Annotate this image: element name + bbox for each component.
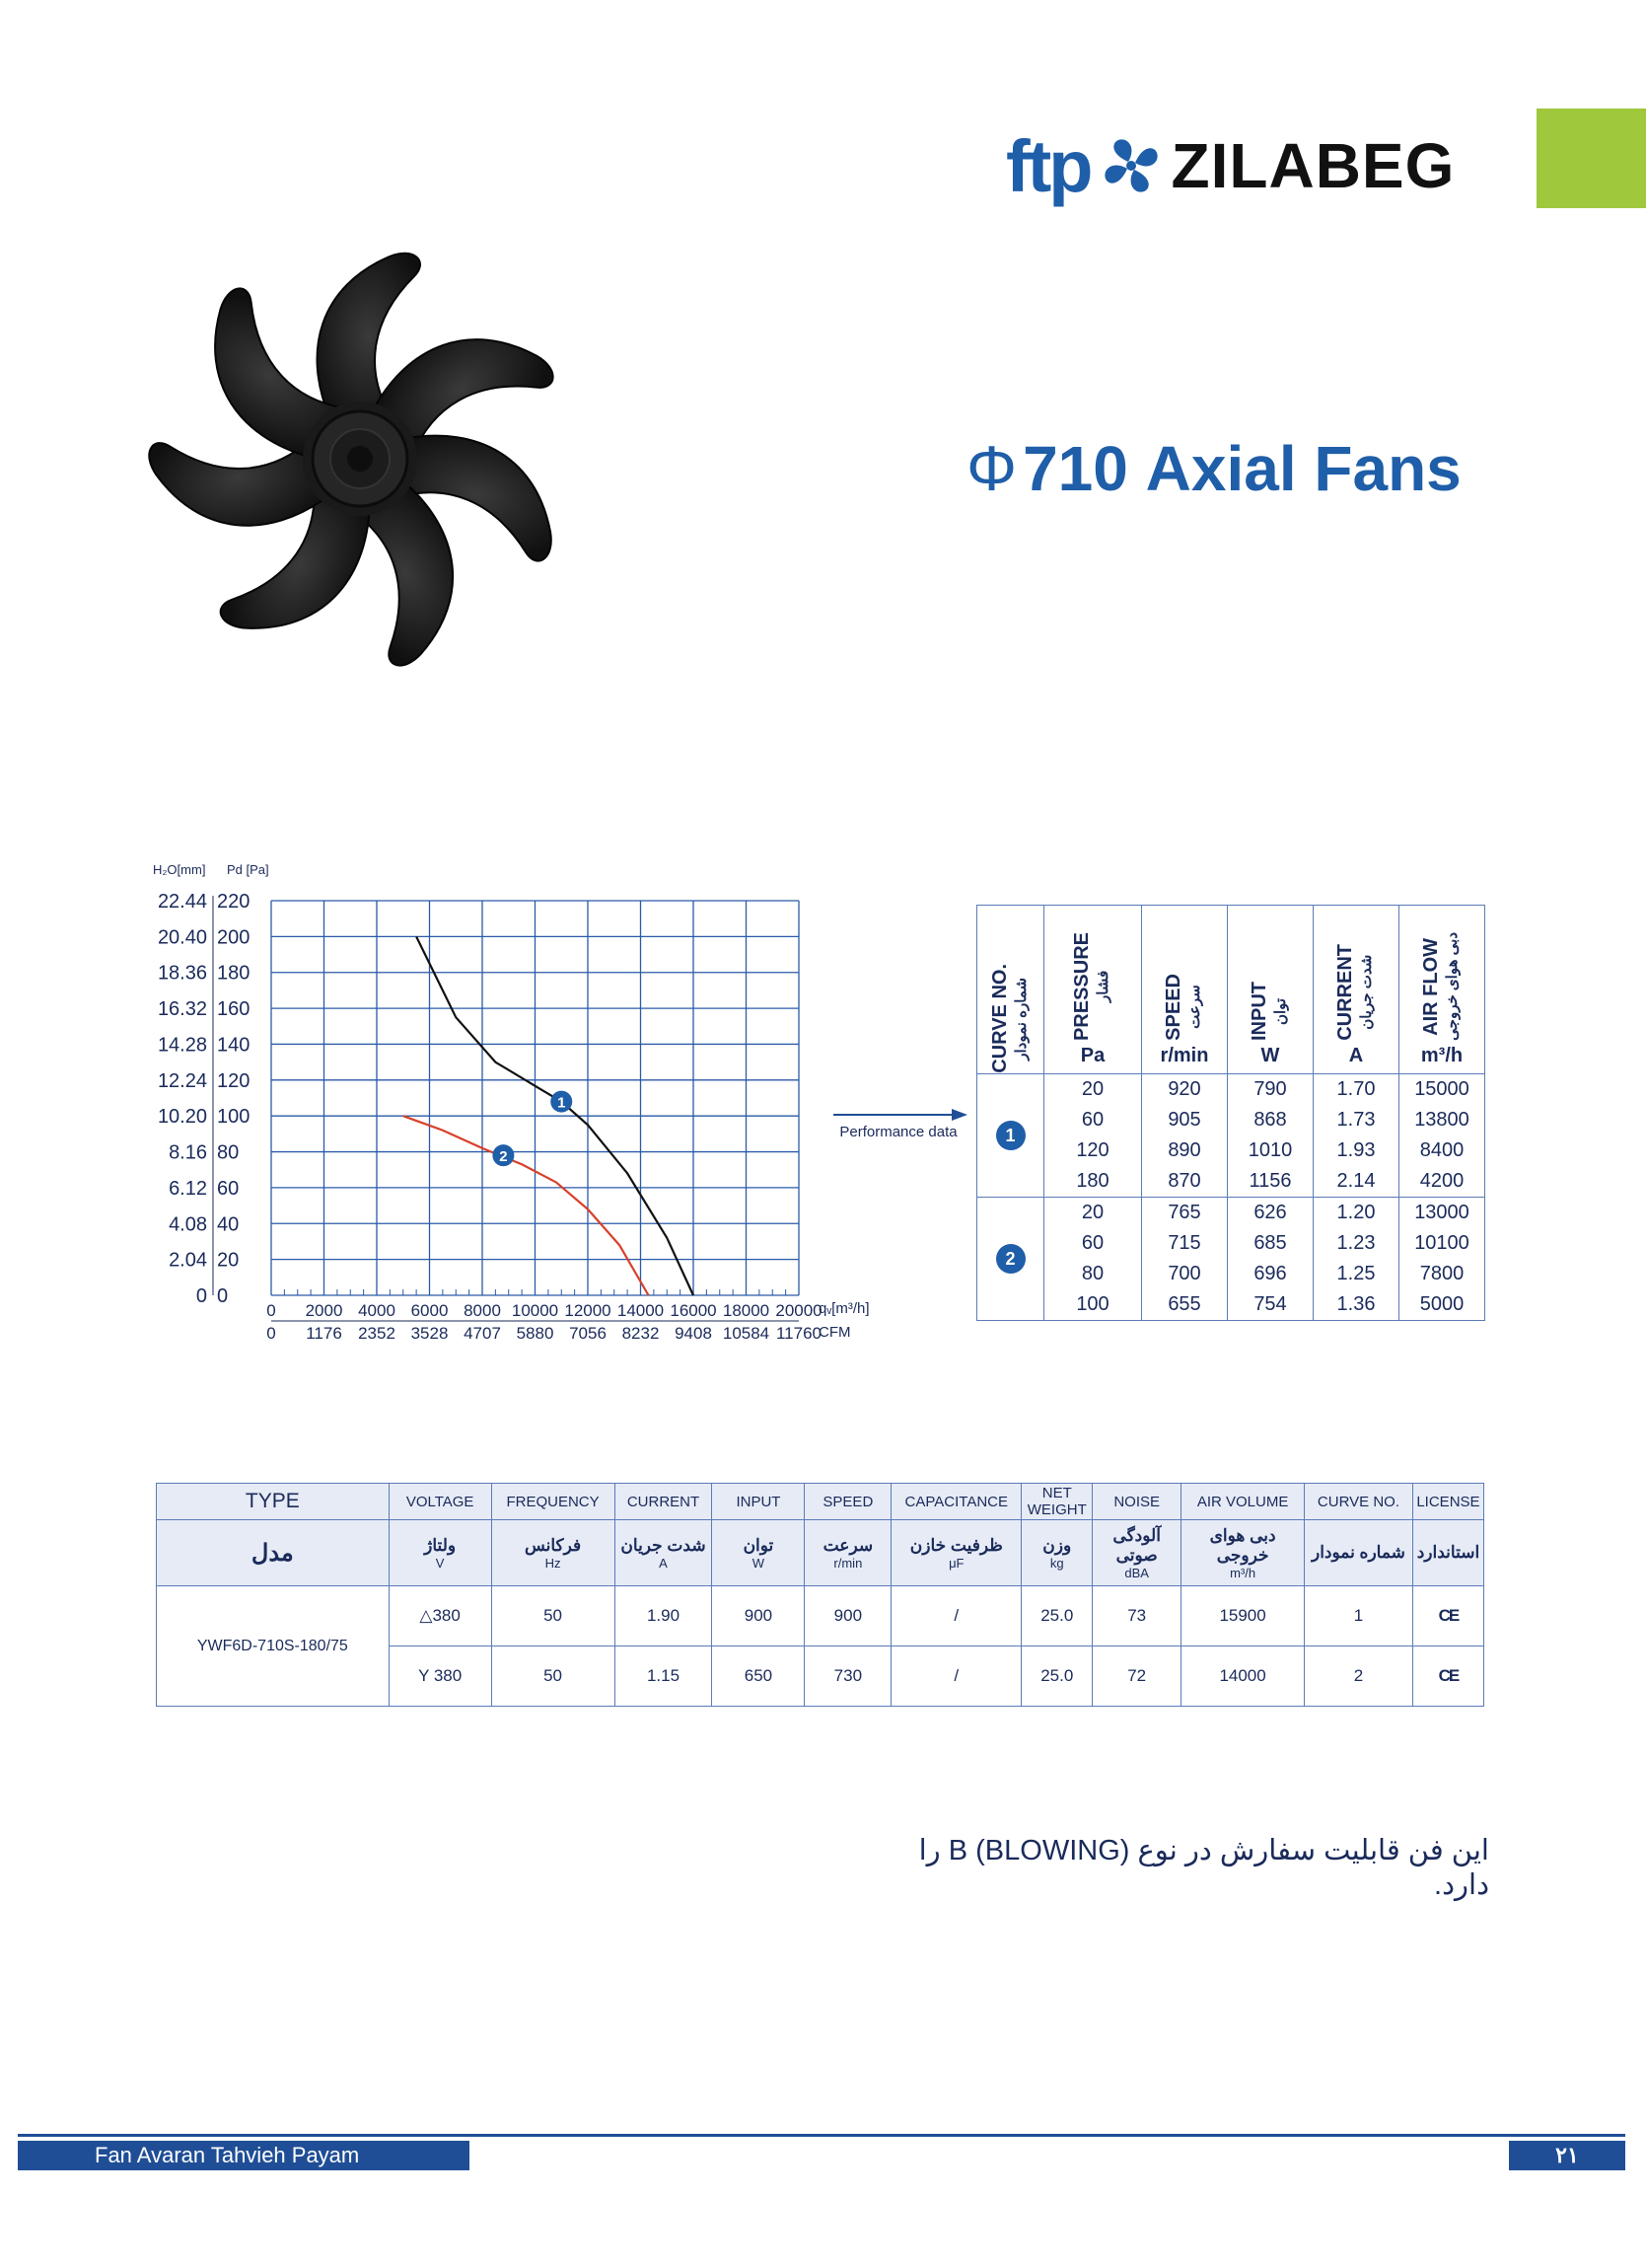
y-tick-label-mm: 14.28 — [157, 1034, 207, 1057]
perf-cell: 754 — [1228, 1289, 1314, 1321]
x-tick-label-cfm: 0 — [266, 1324, 276, 1343]
y-axis-label-mm: H₂O[mm] — [153, 862, 206, 877]
green-corner-block — [1537, 109, 1646, 208]
spec-header-fa-text: ولتاژ — [424, 1535, 457, 1555]
arrow-right-icon — [831, 1105, 969, 1154]
spec-header-fa-text: توان — [743, 1535, 774, 1555]
spec-header-unit: dBA — [1124, 1565, 1149, 1580]
spec-header-fa — [805, 1520, 892, 1586]
spec-cell: 2 — [1305, 1646, 1413, 1707]
brand-logo — [1006, 116, 1455, 215]
perf-cell: 870 — [1142, 1166, 1228, 1198]
spec-header-fa-text: شماره نمودار — [1311, 1543, 1405, 1562]
spec-cell: Y 380 — [389, 1646, 491, 1707]
spec-header-fa-text: مدل — [250, 1539, 294, 1567]
spec-cell: 50 — [491, 1646, 614, 1707]
spec-header-fa-text: آلودگی صوتی — [1112, 1525, 1161, 1565]
perf-cell: 1.23 — [1314, 1228, 1399, 1259]
y-tick-label-mm: 22.44 — [157, 891, 207, 913]
y-tick-label-mm: 8.16 — [169, 1141, 207, 1164]
x-tick-label-m3h: 10000 — [511, 1301, 559, 1320]
spec-header-fa — [389, 1520, 491, 1586]
perf-cell: 8400 — [1399, 1135, 1485, 1166]
perf-cell: 60 — [1044, 1228, 1142, 1259]
perf-cell: 5000 — [1399, 1289, 1485, 1321]
spec-header-unit: m³/h — [1230, 1565, 1256, 1580]
spec-header-unit: A — [659, 1555, 668, 1571]
x-tick-label-m3h: 16000 — [670, 1301, 717, 1320]
perf-cell: 920 — [1142, 1074, 1228, 1106]
perf-row — [977, 1166, 1485, 1198]
spec-header-en: AIR VOLUME — [1181, 1484, 1305, 1520]
spec-header-unit: μF — [949, 1555, 965, 1571]
perf-cell: 655 — [1142, 1289, 1228, 1321]
footer-divider — [18, 2134, 1625, 2137]
spec-header-en: TYPE — [157, 1484, 390, 1520]
perf-header-input — [1228, 906, 1314, 1074]
perf-curve-cell — [977, 1074, 1044, 1198]
curve-marker-label: 1 — [557, 1094, 566, 1112]
perf-header-current — [1314, 906, 1399, 1074]
y-tick-label-mm: 18.36 — [157, 962, 207, 985]
spec-header-en: CURRENT — [614, 1484, 712, 1520]
spec-cell: 1.15 — [614, 1646, 712, 1707]
perf-cell: 7800 — [1399, 1259, 1485, 1289]
spec-header-fa — [1022, 1520, 1093, 1586]
perf-cell: 1.93 — [1314, 1135, 1399, 1166]
x-tick-label-m3h: 12000 — [564, 1301, 611, 1320]
perf-header-fa: دبی هوای خروجی — [1444, 932, 1461, 1041]
spec-header-en-row — [157, 1484, 1484, 1520]
perf-header-unit: r/min — [1160, 1045, 1209, 1066]
perf-header-unit: m³/h — [1420, 1045, 1464, 1066]
perf-header-en: CURRENT — [1334, 944, 1356, 1041]
logo-swirl-petal — [1130, 170, 1148, 192]
spec-cell: 73 — [1093, 1586, 1181, 1646]
spec-header-fa-row — [157, 1520, 1484, 1586]
spec-cell: 730 — [805, 1646, 892, 1707]
perf-curve-cell — [977, 1198, 1044, 1321]
curve-marker-2 — [492, 1144, 514, 1166]
spec-header-fa-text: شدت جریان — [620, 1535, 706, 1555]
perf-header-fa: سرعت — [1186, 985, 1203, 1030]
spec-header-fa — [1412, 1520, 1483, 1586]
y-tick-label-pa: 80 — [217, 1141, 240, 1164]
x-tick-label-m3h: 0 — [266, 1301, 276, 1320]
spec-header-en: CAPACITANCE — [892, 1484, 1022, 1520]
x-tick-label-cfm: 3528 — [410, 1324, 449, 1343]
spec-header-en: VOLTAGE — [389, 1484, 491, 1520]
spec-header-unit: r/min — [833, 1555, 863, 1571]
spec-cell: 25.0 — [1022, 1646, 1093, 1707]
perf-row — [977, 1135, 1485, 1166]
x-tick-label-cfm: 2352 — [358, 1324, 395, 1343]
perf-cell: 20 — [1044, 1198, 1142, 1229]
curve-number-badge: 1 — [996, 1121, 1026, 1150]
ce-mark-icon: CE — [1412, 1586, 1483, 1646]
perf-cell: 100 — [1044, 1289, 1142, 1321]
logo-swirl-hub — [1126, 161, 1136, 171]
spec-cell: 900 — [805, 1586, 892, 1646]
x-tick-label-cfm: 7056 — [569, 1324, 607, 1343]
perf-cell: 696 — [1228, 1259, 1314, 1289]
perf-cell: 13800 — [1399, 1105, 1485, 1135]
spec-header-unit: Hz — [544, 1555, 561, 1571]
spec-model-cell: YWF6D-710S-180/75 — [157, 1586, 390, 1707]
x-axis-unit-m3h: qᵥ[m³/h] — [819, 1300, 870, 1317]
spec-header-fa — [1093, 1520, 1181, 1586]
spec-header-fa-text: وزن — [1042, 1535, 1072, 1555]
perf-cell: 700 — [1142, 1259, 1228, 1289]
perf-cell: 2.14 — [1314, 1166, 1399, 1198]
perf-cell: 13000 — [1399, 1198, 1485, 1229]
perf-cell: 1.73 — [1314, 1105, 1399, 1135]
page-title — [966, 432, 1462, 505]
spec-header-fa — [892, 1520, 1022, 1586]
x-tick-label-cfm: 10584 — [722, 1324, 770, 1343]
y-tick-label-pa: 180 — [217, 962, 250, 985]
spec-cell: 1 — [1305, 1586, 1413, 1646]
perf-header-unit: A — [1348, 1045, 1364, 1066]
perf-header-fa: فشار — [1095, 970, 1111, 1003]
footer-page-number: ۲۱ — [1509, 2141, 1625, 2170]
spec-header-fa-text: سرعت — [823, 1535, 874, 1555]
curve-number-badge: 2 — [996, 1244, 1026, 1274]
x-axis-unit-cfm: CFM — [819, 1324, 851, 1341]
perf-header-fa: شدت جریان — [1358, 955, 1375, 1031]
perf-cell: 4200 — [1399, 1166, 1485, 1198]
perf-cell: 60 — [1044, 1105, 1142, 1135]
curve-marker-label: 2 — [499, 1148, 508, 1166]
spec-header-en: LICENSE — [1412, 1484, 1483, 1520]
perf-cell: 1.25 — [1314, 1259, 1399, 1289]
perf-row — [977, 1289, 1485, 1321]
y-tick-label-pa: 40 — [217, 1213, 240, 1236]
spec-header-en: INPUT — [712, 1484, 805, 1520]
perf-cell: 1010 — [1228, 1135, 1314, 1166]
axial-fan-blade-icon — [148, 237, 572, 681]
spec-header-fa — [157, 1520, 390, 1586]
perf-header-unit: W — [1260, 1045, 1280, 1066]
perf-header-speed — [1142, 906, 1228, 1074]
perf-cell: 120 — [1044, 1135, 1142, 1166]
perf-header-row — [977, 906, 1485, 1074]
spec-cell: 900 — [712, 1586, 805, 1646]
y-tick-label-pa: 60 — [217, 1177, 240, 1200]
perf-header-en: INPUT — [1249, 982, 1270, 1041]
perf-header-en: PRESSURE — [1071, 931, 1093, 1041]
perf-cell: 868 — [1228, 1105, 1314, 1135]
spec-header-en: FREQUENCY — [491, 1484, 614, 1520]
spec-cell: 14000 — [1181, 1646, 1305, 1707]
perf-cell: 790 — [1228, 1074, 1314, 1106]
perf-cell: 890 — [1142, 1135, 1228, 1166]
perf-cell: 1.36 — [1314, 1289, 1399, 1321]
logo-swirl-petal — [1105, 166, 1127, 183]
y-tick-label-mm: 10.20 — [157, 1106, 207, 1129]
perf-cell: 1.70 — [1314, 1074, 1399, 1106]
perf-row — [977, 1074, 1485, 1106]
spec-header-fa-text: دبی هوای خروجی — [1209, 1525, 1276, 1565]
perf-row — [977, 1259, 1485, 1289]
spec-cell: 650 — [712, 1646, 805, 1707]
perf-cell: 626 — [1228, 1198, 1314, 1229]
chart-grid — [271, 901, 799, 1295]
perf-cell: 10100 — [1399, 1228, 1485, 1259]
x-tick-label-m3h: 14000 — [616, 1301, 665, 1320]
spec-header-fa — [1181, 1520, 1305, 1586]
logo-swirl-petal — [1135, 148, 1158, 166]
y-tick-label-mm: 12.24 — [157, 1069, 207, 1092]
spec-header-en: NOISE — [1093, 1484, 1181, 1520]
y-tick-label-pa: 0 — [217, 1285, 229, 1307]
spec-header-fa-text: استاندارد — [1416, 1543, 1480, 1562]
x-tick-label-cfm: 9408 — [675, 1324, 712, 1343]
x-tick-label-m3h: 2000 — [305, 1301, 343, 1320]
perf-cell: 1.20 — [1314, 1198, 1399, 1229]
spec-header-en: CURVE NO. — [1305, 1484, 1413, 1520]
spec-cell: 15900 — [1181, 1586, 1305, 1646]
x-tick-label-m3h: 6000 — [410, 1301, 449, 1320]
y-tick-label-mm: 16.32 — [157, 998, 207, 1021]
y-tick-label-pa: 140 — [217, 1034, 250, 1057]
performance-data-label: Performance data — [839, 1124, 958, 1140]
spec-cell: 1.90 — [614, 1586, 712, 1646]
y-tick-label-mm: 20.40 — [157, 926, 207, 949]
diameter-symbol: Φ — [966, 433, 1018, 504]
spec-cell: △380 — [389, 1586, 491, 1646]
perf-cell: 20 — [1044, 1074, 1142, 1106]
perf-header-en: AIR FLOW — [1420, 937, 1442, 1036]
y-tick-label-mm: 4.08 — [169, 1213, 207, 1236]
perf-header-airflow — [1399, 906, 1485, 1074]
perf-cell: 1156 — [1228, 1166, 1314, 1198]
spec-table — [156, 1483, 1484, 1707]
x-tick-label-m3h: 20000 — [775, 1301, 823, 1320]
perf-cell: 80 — [1044, 1259, 1142, 1289]
y-tick-label-pa: 220 — [217, 891, 250, 913]
perf-cell: 905 — [1142, 1105, 1228, 1135]
spec-header-fa-text: ظرفیت خازن — [909, 1535, 1003, 1555]
ce-mark-icon: CE — [1412, 1646, 1483, 1707]
perf-header-pressure — [1044, 906, 1142, 1074]
perf-header-fa: شماره نمودار — [1012, 977, 1030, 1061]
spec-header-fa — [491, 1520, 614, 1586]
logo-ftp-text: ftp — [1006, 124, 1091, 207]
perf-cell: 15000 — [1399, 1074, 1485, 1106]
perf-cell: 180 — [1044, 1166, 1142, 1198]
title-text: 710 Axial Fans — [1023, 433, 1462, 504]
perf-cell: 715 — [1142, 1228, 1228, 1259]
x-tick-label-cfm: 8232 — [621, 1324, 660, 1343]
y-tick-label-pa: 160 — [217, 998, 250, 1021]
logo-swirl-icon — [1097, 131, 1166, 200]
spec-cell: 25.0 — [1022, 1586, 1093, 1646]
perf-header-curve — [977, 906, 1044, 1074]
y-tick-label-pa: 120 — [217, 1069, 250, 1092]
x-tick-label-cfm: 5880 — [516, 1324, 554, 1343]
spec-header-fa — [614, 1520, 712, 1586]
y-tick-label-pa: 200 — [217, 926, 250, 949]
perf-row — [977, 1228, 1485, 1259]
x-tick-label-m3h: 18000 — [722, 1301, 770, 1320]
spec-header-unit: kg — [1049, 1555, 1064, 1571]
x-tick-label-m3h: 8000 — [464, 1301, 501, 1320]
spec-header-en: NET WEIGHT — [1022, 1484, 1093, 1520]
y-tick-label-pa: 20 — [217, 1249, 240, 1272]
perf-row — [977, 1105, 1485, 1135]
footer-company: Fan Avaran Tahvieh Payam — [18, 2141, 469, 2170]
y-tick-label-pa: 100 — [217, 1106, 250, 1129]
spec-row — [157, 1586, 1484, 1646]
spec-header-en: SPEED — [805, 1484, 892, 1520]
perf-header-unit: Pa — [1080, 1045, 1106, 1066]
spec-header-unit: V — [435, 1555, 445, 1571]
spec-cell: 50 — [491, 1586, 614, 1646]
spec-header-fa — [1305, 1520, 1413, 1586]
spec-header-fa-text: فرکانس — [524, 1535, 582, 1555]
spec-cell: 72 — [1093, 1646, 1181, 1707]
perf-cell: 765 — [1142, 1198, 1228, 1229]
perf-header-en: SPEED — [1163, 974, 1184, 1041]
perf-row — [977, 1198, 1485, 1229]
performance-chart — [148, 848, 917, 1361]
y-tick-label-mm: 2.04 — [169, 1249, 207, 1272]
y-tick-label-mm: 0 — [195, 1285, 207, 1307]
spec-cell: / — [892, 1646, 1022, 1707]
x-tick-label-cfm: 1176 — [306, 1324, 342, 1343]
y-tick-label-mm: 6.12 — [169, 1177, 207, 1200]
x-tick-label-m3h: 4000 — [358, 1301, 395, 1320]
spec-header-unit: W — [751, 1555, 765, 1571]
perf-header-en: CURVE NO. — [988, 964, 1011, 1073]
spec-cell: / — [892, 1586, 1022, 1646]
order-note: این فن قابلیت سفارش در نوع B (BLOWING) را دارد. — [918, 1835, 1489, 1901]
spec-header-fa — [712, 1520, 805, 1586]
perf-header-fa: توان — [1272, 997, 1289, 1025]
logo-swirl-petal — [1113, 139, 1131, 162]
x-tick-label-cfm: 4707 — [464, 1324, 501, 1343]
curve-marker-1 — [550, 1091, 572, 1113]
y-axis-label-pa: Pd [Pa] — [227, 862, 269, 877]
x-tick-label-cfm: 11760 — [775, 1324, 823, 1343]
performance-table — [976, 905, 1485, 1321]
logo-brand-name: ZILABEG — [1171, 130, 1456, 201]
series-line-2 — [403, 1116, 649, 1295]
perf-cell: 685 — [1228, 1228, 1314, 1259]
